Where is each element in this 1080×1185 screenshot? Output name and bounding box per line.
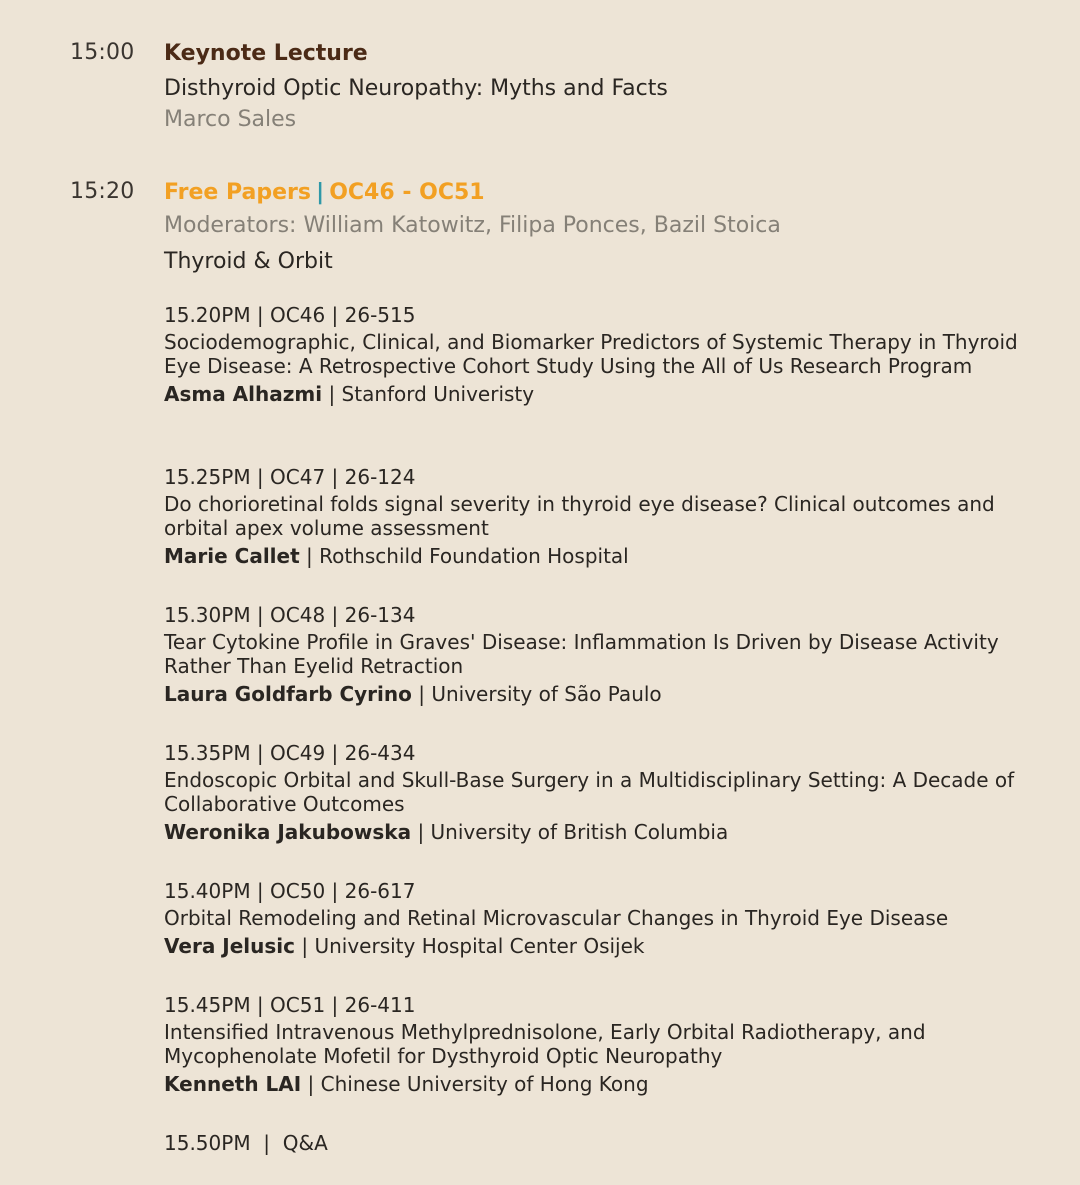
paper-title: Tear Cytokine Profile in Graves' Disease: Inflammation Is Driven by Disease Activity Rather Than Eyelid Retraction bbox=[164, 630, 999, 678]
paper-institution: | Rothschild Foundation Hospital bbox=[299, 544, 629, 568]
qa-line: 15.50PM | Q&A bbox=[164, 1131, 328, 1155]
paper-author: Vera Jelusic bbox=[164, 934, 295, 958]
paper-id-line: 15.35PM | OC49 | 26-434 bbox=[164, 741, 416, 765]
paper-title: Do chorioretinal folds signal severity in thyroid eye disease? Clinical outcomes and orbital apex volume assessment bbox=[164, 492, 995, 540]
paper-title: Endoscopic Orbital and Skull-Base Surgery in a Multidisciplinary Setting: A Decade of Collaborative Outcomes bbox=[164, 768, 1015, 816]
paper-item bbox=[164, 879, 1044, 958]
session-time: 15:00 bbox=[70, 40, 135, 65]
paper-institution: | Chinese University of Hong Kong bbox=[301, 1072, 649, 1096]
paper-id-line: 15.40PM | OC50 | 26-617 bbox=[164, 879, 416, 903]
keynote-heading: Keynote Lecture bbox=[164, 41, 368, 66]
paper-author: Marie Callet bbox=[164, 544, 300, 568]
paper-id-line: 15.20PM | OC46 | 26-515 bbox=[164, 303, 416, 327]
keynote-content bbox=[164, 40, 1044, 134]
free-papers-header bbox=[164, 179, 1044, 276]
paper-item bbox=[164, 603, 1044, 706]
paper-institution: | Stanford Univeristy bbox=[322, 382, 535, 406]
paper-title: Orbital Remodeling and Retinal Microvascular Changes in Thyroid Eye Disease bbox=[164, 906, 949, 930]
paper-author-line bbox=[164, 382, 1044, 406]
paper-title: Sociodemographic, Clinical, and Biomarker Predictors of Systemic Therapy in Thyroid Eye Disease: A Retrospective Cohort Study Using the All of Us Research Program bbox=[164, 330, 1018, 378]
paper-author-line bbox=[164, 1072, 1044, 1096]
paper-institution: | University of British Columbia bbox=[411, 820, 729, 844]
keynote-title: Disthyroid Optic Neuropathy: Myths and Facts bbox=[164, 76, 668, 101]
paper-author: Asma Alhazmi bbox=[164, 382, 323, 406]
paper-author-line bbox=[164, 544, 1044, 568]
paper-author-line bbox=[164, 820, 1044, 844]
session-time: 15:20 bbox=[70, 179, 135, 204]
paper-id-line: 15.25PM | OC47 | 26-124 bbox=[164, 465, 416, 489]
paper-id-line: 15.30PM | OC48 | 26-134 bbox=[164, 603, 416, 627]
paper-title: Intensified Intravenous Methylprednisolone, Early Orbital Radiotherapy, and Mycophenolate Mofetil for Dysthyroid Optic Neuropathy bbox=[164, 1020, 926, 1068]
paper-author: Weronika Jakubowska bbox=[164, 820, 412, 844]
free-papers-heading: Free Papers bbox=[164, 180, 311, 205]
keynote-speaker: Marco Sales bbox=[164, 107, 297, 132]
session-topic: Thyroid & Orbit bbox=[164, 249, 333, 274]
paper-item bbox=[164, 465, 1044, 568]
paper-author-line bbox=[164, 682, 1044, 706]
free-papers-codes: OC46 - OC51 bbox=[329, 180, 485, 205]
heading-separator: | bbox=[316, 180, 325, 205]
paper-item bbox=[164, 741, 1044, 844]
paper-author: Kenneth LAI bbox=[164, 1072, 302, 1096]
paper-author-line bbox=[164, 934, 1044, 958]
paper-institution: | University of São Paulo bbox=[411, 682, 662, 706]
paper-id-line: 15.45PM | OC51 | 26-411 bbox=[164, 993, 416, 1017]
paper-item bbox=[164, 993, 1044, 1096]
paper-item bbox=[164, 303, 1044, 406]
paper-institution: | University Hospital Center Osijek bbox=[295, 934, 645, 958]
paper-author: Laura Goldfarb Cyrino bbox=[164, 682, 412, 706]
moderators: Moderators: William Katowitz, Filipa Ponces, Bazil Stoica bbox=[164, 213, 781, 238]
